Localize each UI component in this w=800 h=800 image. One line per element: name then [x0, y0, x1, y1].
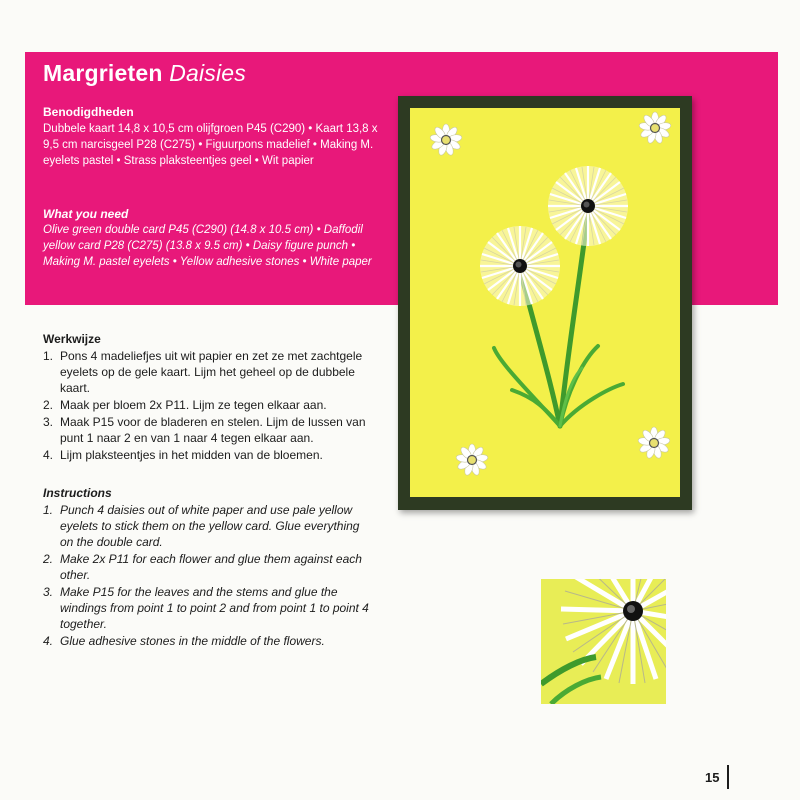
title-english: Daisies — [169, 60, 247, 86]
werkwijze-step — [43, 397, 368, 413]
werkwijze-steps — [43, 348, 368, 464]
large-daisy-upper — [548, 166, 628, 246]
instructions-step — [43, 502, 373, 550]
detail-photo — [541, 579, 666, 704]
materials-nl-text: Dubbele kaart 14,8 x 10,5 cm olijfgroen P45 (C290) • Kaart 13,8 x 9,5 cm narcisgeel P28 (C275) • Figuurpons madelief • Making M. eyelets pastel • Strass plaksteentjes geel • Wit papier — [43, 123, 378, 168]
corner-daisy-bottom-left — [456, 444, 489, 476]
step-text: Glue adhesive stones in the middle of the flowers. — [60, 634, 325, 648]
step-text: Lijm plaksteentjes in het midden van de bloemen. — [60, 448, 323, 462]
werkwijze-heading: Werkwijze — [43, 332, 101, 346]
instructions-step — [43, 633, 373, 649]
card-photo — [398, 96, 692, 510]
werkwijze-step — [43, 348, 368, 396]
corner-daisy-top-left — [430, 124, 463, 156]
materials-en-heading: What you need — [43, 207, 129, 221]
step-text: Make P15 for the leaves and the stems and glue the windings from point 1 to point 2 and from point 1 to point 4 together. — [60, 585, 369, 631]
step-number: 2. — [43, 398, 54, 412]
step-number: 1. — [43, 349, 54, 363]
step-number: 3. — [43, 585, 54, 599]
step-number: 3. — [43, 415, 54, 429]
corner-daisy-top-right — [639, 112, 672, 144]
daisy-card-illustration — [410, 108, 680, 497]
step-number: 2. — [43, 552, 54, 566]
instructions-heading: Instructions — [43, 486, 112, 500]
title-dutch: Margrieten — [43, 60, 163, 86]
step-text: Pons 4 madeliefjes uit wit papier en zet ze met zachtgele eyelets op de gele kaart. Lijm het geheel op de dubbele kaart. — [60, 349, 363, 395]
corner-daisy-bottom-right — [638, 427, 671, 459]
step-text: Punch 4 daisies out of white paper and use pale yellow eyelets to stick them on the yellow card. Glue everything on the double card. — [60, 503, 360, 549]
page-number: 15 — [705, 770, 720, 785]
detail-flower-closeup — [541, 579, 666, 704]
step-text: Make 2x P11 for each flower and glue them against each other. — [60, 552, 362, 582]
card-yellow-panel — [410, 108, 680, 497]
werkwijze-step — [43, 447, 368, 463]
step-number: 1. — [43, 503, 54, 517]
page-number-rule — [727, 765, 729, 789]
instructions-step — [43, 551, 373, 583]
werkwijze-step — [43, 414, 368, 446]
instructions-steps — [43, 502, 373, 650]
step-number: 4. — [43, 634, 54, 648]
instructions-step — [43, 584, 373, 632]
step-text: Maak per bloem 2x P11. Lijm ze tegen elkaar aan. — [60, 398, 327, 412]
page-title — [43, 60, 246, 87]
materials-en-text: Olive green double card P45 (C290) (14.8 x 10.5 cm) • Daffodil yellow card P28 (C275) (13.8 x 9.5 cm) • Daisy figure punch • Making M. pastel eyelets • Yellow adhesive stones • White paper — [43, 224, 372, 269]
large-daisy-lower — [480, 226, 560, 306]
materials-nl-heading: Benodigdheden — [43, 105, 134, 119]
step-number: 4. — [43, 448, 54, 462]
step-text: Maak P15 voor de bladeren en stelen. Lijm de lussen van punt 1 naar 2 en van 1 naar 4 tegen elkaar aan. — [60, 415, 366, 445]
